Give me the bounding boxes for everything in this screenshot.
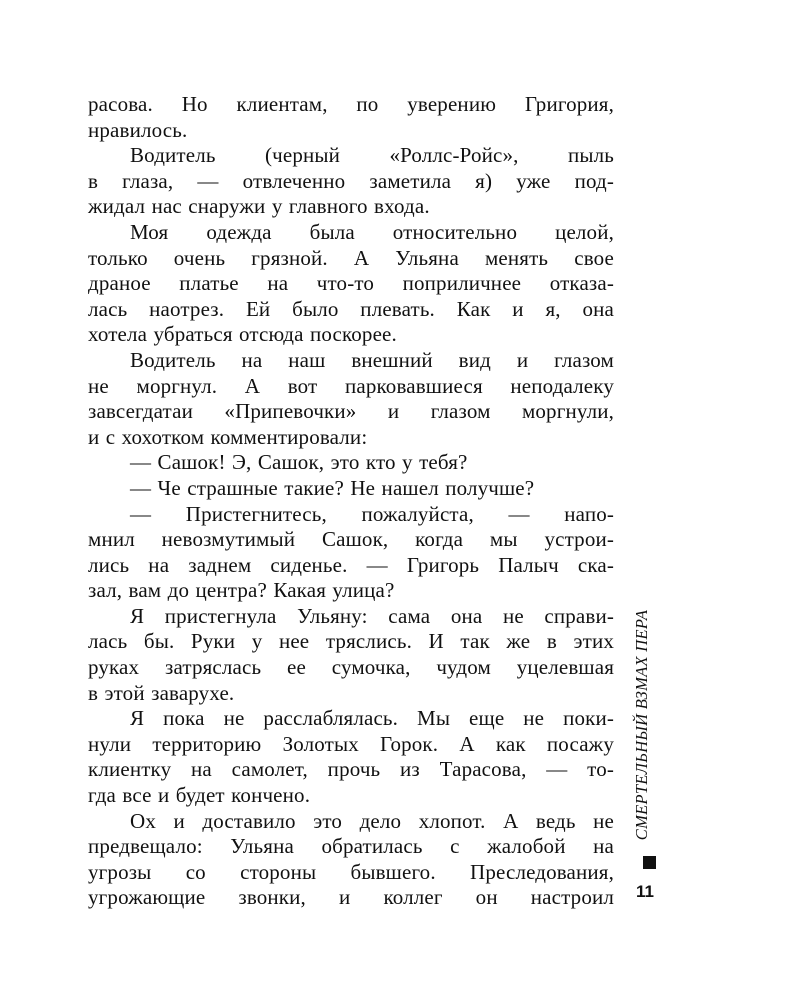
text-line: и с хохотком комментировали: xyxy=(88,424,368,449)
text-line: Водитель на наш внешний вид и глазом xyxy=(130,347,614,372)
text-line: Я пристегнула Ульяну: сама она не справи- xyxy=(130,603,614,628)
text-line: лась наотрез. Ей было плевать. Как и я, она xyxy=(88,296,614,321)
text-line: не моргнул. А вот парковавшиеся неподалеку xyxy=(88,373,614,398)
text-line: зал, вам до центра? Какая улица? xyxy=(88,578,395,603)
text-line: предвещало: Ульяна обратилась с жалобой на xyxy=(88,834,614,859)
text-line: расова. Но клиентам, по уверению Григория, xyxy=(88,92,614,116)
text-line: мнил невозмутимый Сашок, когда мы устрои- xyxy=(88,527,614,552)
text-line: Я пока не расслаблялась. Мы еще не поки- xyxy=(130,706,614,731)
running-head xyxy=(622,600,662,850)
text-line: руках затряслась ее сумочка, чудом уцелевшая xyxy=(88,655,614,680)
text-line: Ох и доставило это дело хлопот. А ведь не xyxy=(130,808,614,833)
text-line: — Пристегнитесь, пожалуйста, — напо- xyxy=(130,501,614,526)
text-line: — Че страшные такие? Не нашел получше? xyxy=(130,475,535,500)
text-line: хотела убраться отсюда поскорее. xyxy=(88,322,397,347)
running-head-title: СМЕРТЕЛЬНЫЙ ВЗМАХ ПЕРА xyxy=(632,609,651,841)
text-line: — Сашок! Э, Сашок, это кто у тебя? xyxy=(130,450,468,475)
text-line: нули территорию Золотых Горок. А как посажу xyxy=(88,731,614,756)
text-line: угрозы со стороны бывшего. Преследования, xyxy=(88,859,614,884)
text-line: клиентку на самолет, прочь из Тарасова, — то- xyxy=(88,757,614,782)
square-marker-icon xyxy=(643,856,656,869)
text-line: жидал нас снаружи у главного входа. xyxy=(88,194,430,219)
text-line: лась бы. Руки у нее тряслись. И так же в этих xyxy=(88,629,614,654)
text-line: угрожающие звонки, и коллег он настроил xyxy=(88,885,614,910)
text-line: завсегдатаи «Припевочки» и глазом моргнули, xyxy=(88,399,614,424)
text-line: лись на заднем сиденье. — Григорь Палыч ска- xyxy=(88,552,614,577)
text-line: Водитель (черный «Роллс-Ройс», пыль xyxy=(130,143,614,168)
text-line: в этой заварухе. xyxy=(88,680,235,705)
page-number: 11 xyxy=(636,882,654,901)
text-line: гда все и будет кончено. xyxy=(88,783,311,808)
text-line: драное платье на что-то поприличнее отказа- xyxy=(88,271,614,296)
text-line: Моя одежда была относительно целой, xyxy=(130,219,614,244)
text-line: нравилось. xyxy=(88,117,188,142)
text-line: только очень грязной. А Ульяна менять свое xyxy=(88,245,614,270)
body-text xyxy=(88,92,614,911)
text-line: в глаза, — отвлеченно заметила я) уже под- xyxy=(88,168,614,193)
